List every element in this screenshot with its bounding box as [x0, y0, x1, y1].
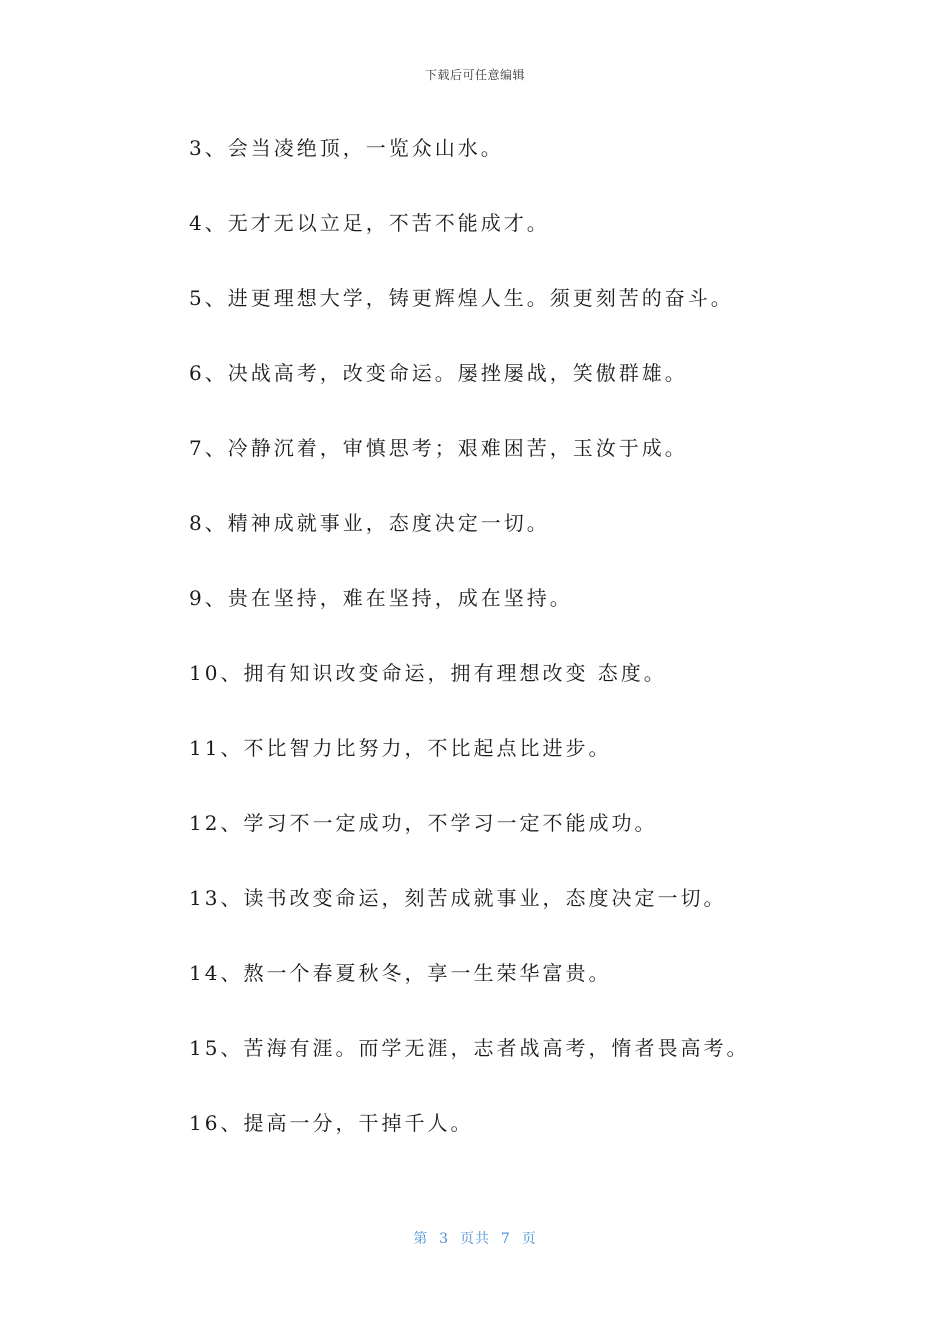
list-item: 16、提高一分，干掉千人。 [189, 1111, 474, 1135]
list-item: 15、苦海有涯。而学无涯，志者战高考，惰者畏高考。 [189, 1036, 750, 1060]
page-header: 下载后可任意编辑 [424, 68, 525, 82]
list-item: 3、会当凌绝顶，一览众山水。 [189, 136, 504, 160]
list-item: 7、冷静沉着，审慎思考；艰难困苦，玉汝于成。 [189, 436, 688, 460]
list-item: 12、学习不一定成功，不学习一定不能成功。 [189, 811, 658, 835]
list-item: 11、不比智力比努力，不比起点比进步。 [189, 736, 612, 760]
list-item: 6、决战高考，改变命运。屡挫屡战，笑傲群雄。 [189, 361, 688, 385]
list-item: 13、读书改变命运，刻苦成就事业，态度决定一切。 [189, 886, 727, 910]
list-item: 4、无才无以立足，不苦不能成才。 [189, 211, 550, 235]
list-item: 9、贵在坚持，难在坚持，成在坚持。 [189, 586, 573, 610]
document-body [189, 130, 889, 1180]
list-item: 14、熬一个春夏秋冬，享一生荣华富贵。 [189, 961, 612, 985]
page-footer: 第 3 页共 7 页 [413, 1231, 537, 1247]
list-item: 8、精神成就事业，态度决定一切。 [189, 511, 550, 535]
list-item: 10、拥有知识改变命运，拥有理想改变 态度。 [189, 661, 667, 685]
list-item: 5、进更理想大学，铸更辉煌人生。须更刻苦的奋斗。 [189, 286, 734, 310]
